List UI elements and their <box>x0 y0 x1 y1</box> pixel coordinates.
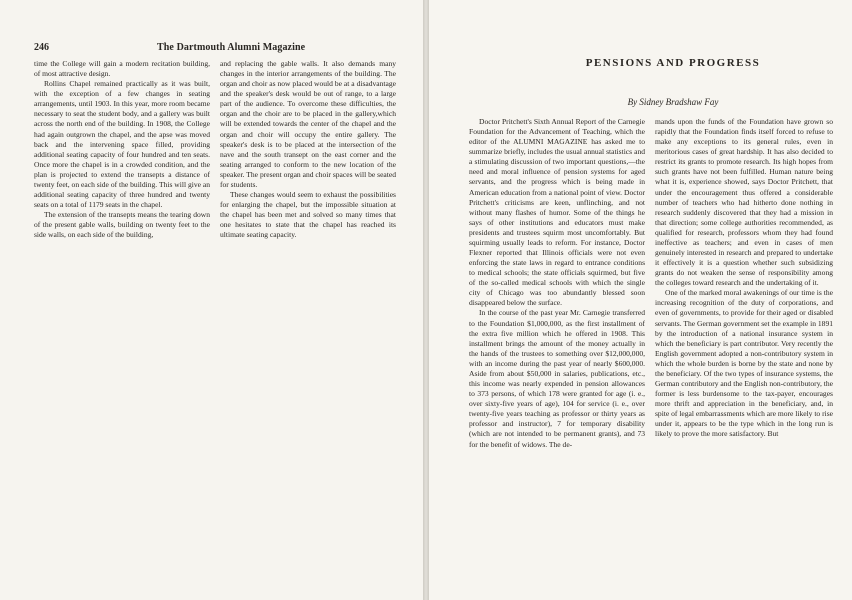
paragraph: In the course of the past year Mr. Carnegie transferred to the Foundation $1,000,000, as the first installment of the extra five million which he offered in 1908. This installment brings the amount of the money actually in the hands of the trustees to something over $12,000,000, with an income during the past year of nearly $600,000. Aside from about $50,000 in salaries, publications, etc., this income was nearly expended in pension allowances to 373 persons, of which 178 were granted for age (i. e., over sixty-five years of age), 104 for service (i. e., over twenty-five years teaching as professor or thirty years as professor and instructor), 7 for temporary disability (which are not intended to be permanent grants), and 73 for the benefit of widows. The de- <box>469 308 645 449</box>
paragraph: One of the marked moral awakenings of our time is the increasing recognition of the duty of corporations, and even of governments, to provide for their aged or disabled servants. The German government set the example in 1891 by the introduction of a national insurance system in which the beneficiary is part contributor. Very recently the English government adopted a non-contributory system in which the whole burden is borne by the state and none by the beneficiary. Of the two types of insurance systems, the German contributory and the English non-contributory, the former is less burdensome to the tax-payer, encourages more thrift and appreciation in the beneficiary, and, in spite of legal embarrassments which are more likely to rise under it, appears to be the type which in the long run is likely to prove the more satisfactory. But <box>655 288 833 439</box>
right-column-2 <box>655 117 833 440</box>
paragraph: These changes would seem to exhaust the possibilities for enlarging the chapel, but the impossible situation at the chapel has been met and solved so many times that one hesitates to state that the chapel has reached its ultimate seating capacity. <box>220 190 396 240</box>
left-page <box>0 0 423 600</box>
article-byline: By Sidney Bradshaw Fay <box>627 97 719 107</box>
paragraph: The extension of the transepts means the tearing down of the present gable walls, building on twenty feet to the side walls, on each side of the building, <box>34 210 210 240</box>
left-column-2 <box>220 59 396 240</box>
page-number: 246 <box>34 42 49 53</box>
right-column-1 <box>469 117 645 450</box>
paragraph: Rollins Chapel remained practically as it was built, with the exception of a few changes in seating arrangements, until 1903. In this year, more room became necessary to seat the student body, and a gallery was built across the north end of the building. In 1908, the College had again outgrown the chapel, and the apse was moved back and the intervening space filled, providing additional seating capacity of four hundred and ten seats. Once more the chapel is in a crowded condition, and the plan is projected to extend the transepts a distance of twenty feet, on each side of the building. This will give an additional seating capacity of three hundred and twenty seats on a total of 1179 seats in the chapel. <box>34 79 210 210</box>
right-page <box>429 0 852 600</box>
paragraph: time the College will gain a modern recitation building, of most attractive design. <box>34 59 210 79</box>
running-header <box>34 41 394 55</box>
paragraph: Doctor Pritchett's Sixth Annual Report of the Carnegie Foundation for the Advancement of Teaching, which the editor of the ALUMNI MAGAZINE has asked me to summarize briefly, includes the usual annual statistics and a stimulating discussion of two important questions,—the need and moral influence of pension systems for aged servants, and the progress which is being made in American education from a national point of view. Doctor Pritchett's criticisms are keen, unflinching, and not without many flashes of humor. Some of the things he says of other institutions and educators must make presidents and trustees squirm most uncomfortably. But squirming usually leads to reform. For instance, Doctor Flexner reported that Illinois officials were not even enforcing the state laws in regard to entrance conditions to medical schools; the state officials squirmed, but five of the so-called medical schools with which the single city of Chicago was too abundantly blessed soon disappeared below the surface. <box>469 117 645 308</box>
article-title: PENSIONS AND PROGRESS <box>585 57 761 69</box>
magazine-title: The Dartmouth Alumni Magazine <box>157 42 306 53</box>
paragraph: and replacing the gable walls. It also demands many changes in the interior arrangements of the building. The organ and choir as now placed would be at a disadvantage and the speaker's desk would be out of range, to a large part of the audience. To overcome these difficulties, the organ and the choir are to be placed in the gallery,which will be extended towards the center of the chapel and the organ and choir will occupy the entire gallery. The speaker's desk is to be placed at the intersection of the nave and the south transept on the east corner and the seating arranged to conform to the new location of the speaker. The present organ and choir spaces will be seated for students. <box>220 59 396 189</box>
left-column-1 <box>34 59 210 240</box>
paragraph: mands upon the funds of the Foundation have grown so rapidly that the Foundation finds itself forced to refuse to make any exceptions to its general rules, even in meritorious cases of great hardship. It has also decided to restrict its grants to promote research. Its high hopes from such grants have not been fulfilled. Human nature being what it is, experience showed, says Doctor Pritchett, that under the encouragement thus offered a considerable number of teachers who had hitherto done nothing in research suddenly discovered that they had a mission in that direction; some college authorities recommended, as qualified for research, professors whom they had found ineffective as teachers; and even in cases of men genuinely interested in research and prepared to undertake it effectively it is a question whether such subsidizing grants do not weaken the sense of responsibility among the colleges toward research and the undertaking of it. <box>655 117 833 288</box>
